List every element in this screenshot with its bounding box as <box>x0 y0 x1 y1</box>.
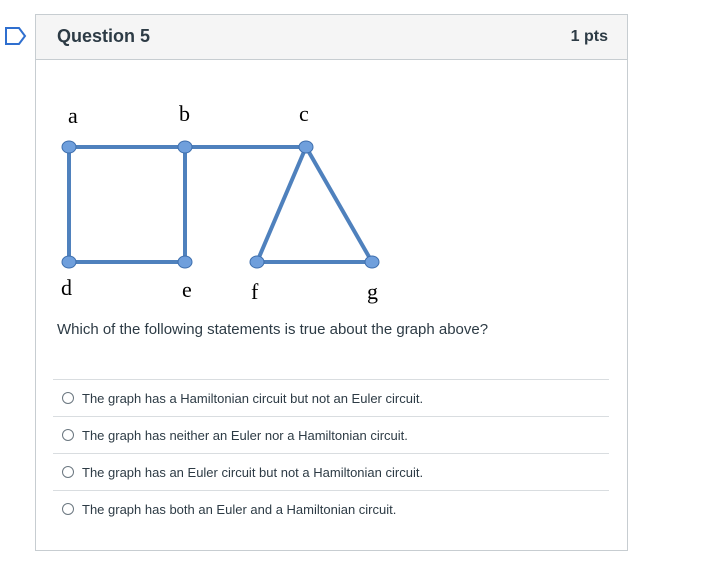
graph-figure <box>46 95 406 310</box>
radio-button[interactable] <box>62 466 74 478</box>
bookmark-flag-icon[interactable] <box>5 27 27 45</box>
answer-option[interactable] <box>53 379 609 416</box>
answer-option[interactable] <box>53 490 609 527</box>
node-g <box>365 256 379 268</box>
question-card <box>35 14 628 551</box>
answer-list <box>53 379 609 527</box>
question-header <box>36 15 627 60</box>
graph-nodes <box>62 141 379 268</box>
label-d: d <box>61 275 72 300</box>
edge-c-f <box>257 147 306 262</box>
question-text: Which of the following statements is true about the graph above? <box>57 321 489 338</box>
label-c: c <box>299 101 309 126</box>
answer-option[interactable] <box>53 416 609 453</box>
answer-label[interactable]: The graph has both an Euler and a Hamiltonian circuit. <box>82 501 397 517</box>
question-title: Question 5 <box>57 26 151 46</box>
label-g: g <box>367 279 378 304</box>
node-d <box>62 256 76 268</box>
answer-label[interactable]: The graph has an Euler circuit but not a Hamiltonian circuit. <box>82 464 424 480</box>
label-a: a <box>68 103 78 128</box>
label-e: e <box>182 277 192 302</box>
radio-button[interactable] <box>62 429 74 441</box>
question-points: 1 pts <box>570 28 608 45</box>
node-e <box>178 256 192 268</box>
answer-label[interactable]: The graph has a Hamiltonian circuit but not an Euler circuit. <box>82 390 424 406</box>
answer-option[interactable] <box>53 453 609 490</box>
label-f: f <box>251 279 259 304</box>
answer-label[interactable]: The graph has neither an Euler nor a Hamiltonian circuit. <box>82 427 408 443</box>
edge-c-g <box>306 147 372 262</box>
radio-button[interactable] <box>62 503 74 515</box>
node-c <box>299 141 313 153</box>
graph-edges <box>69 147 372 262</box>
node-f <box>250 256 264 268</box>
node-b <box>178 141 192 153</box>
node-a <box>62 141 76 153</box>
radio-button[interactable] <box>62 392 74 404</box>
label-b: b <box>179 101 190 126</box>
